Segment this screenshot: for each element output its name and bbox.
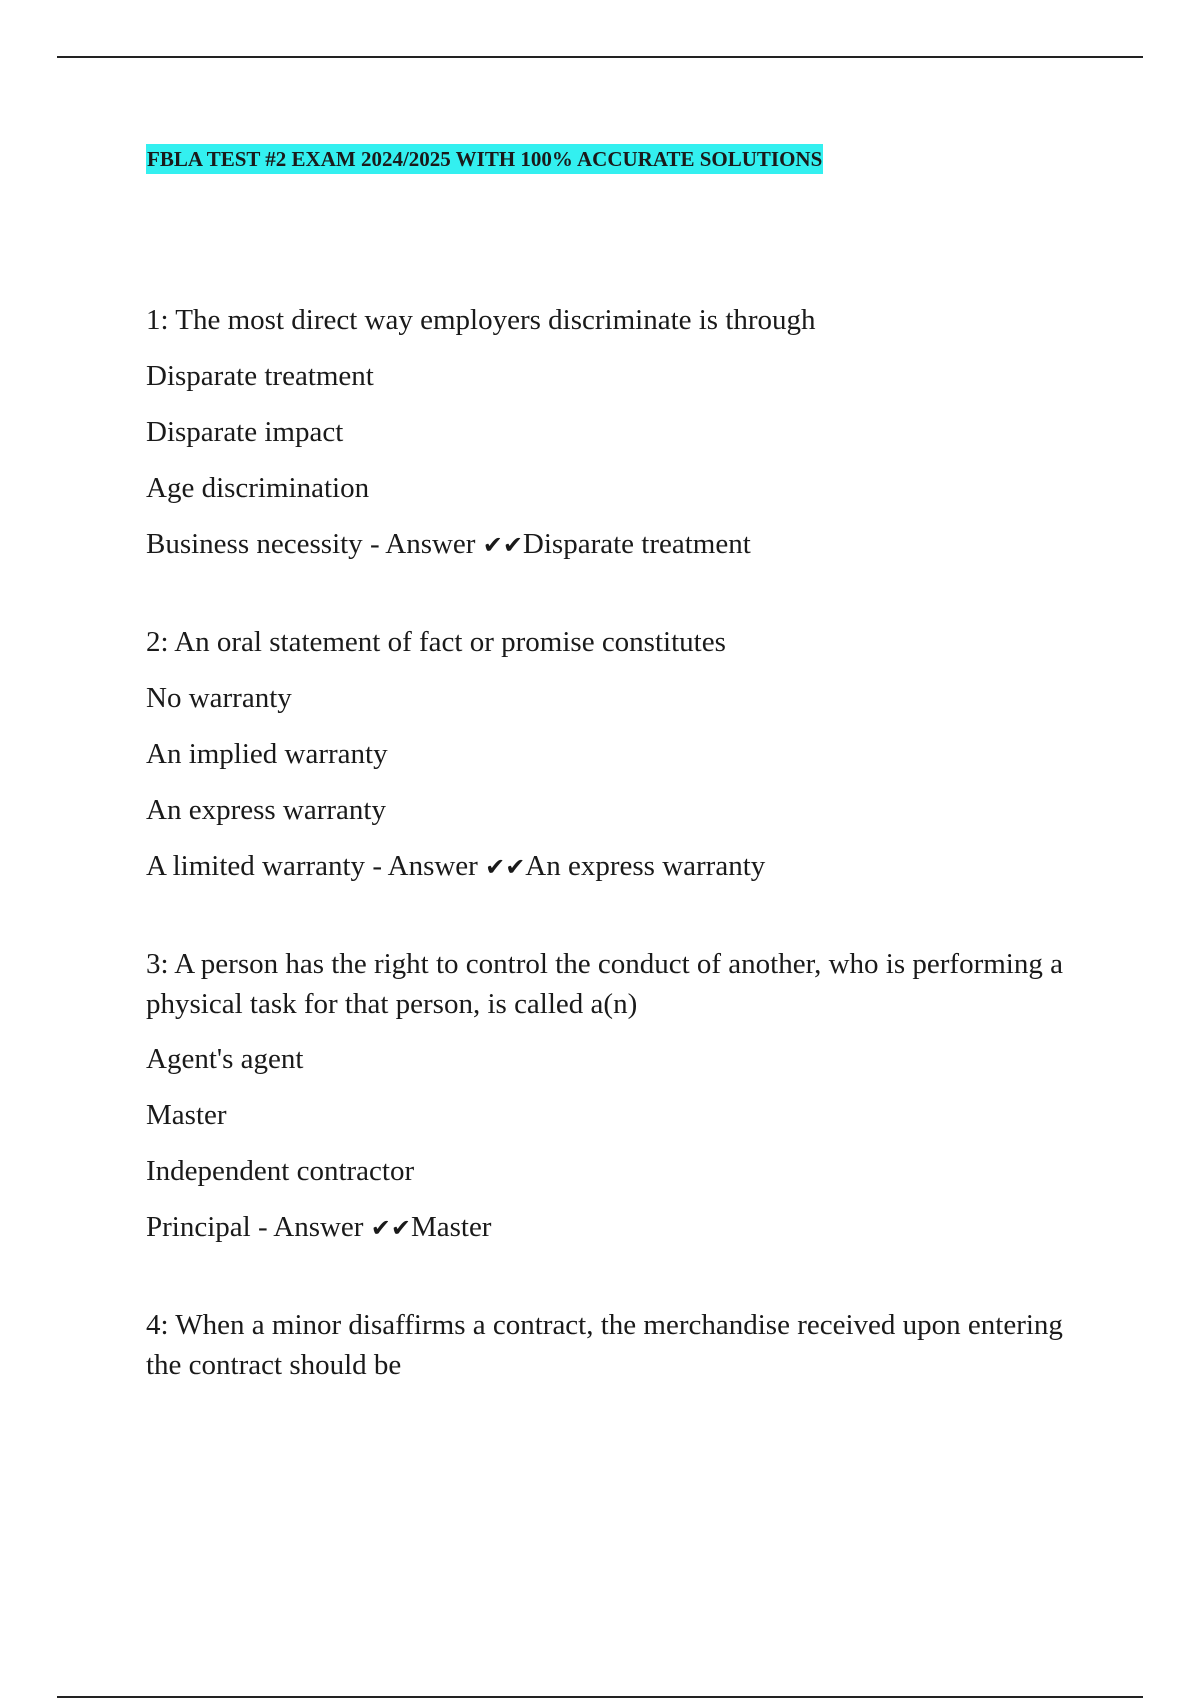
answer-option: An implied warranty bbox=[146, 738, 388, 770]
answer-line bbox=[146, 846, 1086, 888]
bottom-rule bbox=[57, 1696, 1143, 1698]
double-check-icon: ✔✔ bbox=[370, 1214, 411, 1242]
answer-option: No warranty bbox=[146, 682, 292, 714]
top-rule bbox=[57, 56, 1143, 58]
double-check-icon: ✔✔ bbox=[485, 853, 526, 881]
double-check-icon: ✔✔ bbox=[482, 531, 523, 559]
answer-line bbox=[146, 524, 1086, 566]
question-4 bbox=[146, 1305, 1086, 1385]
answer-line bbox=[146, 1207, 1086, 1249]
answer-option: Business necessity bbox=[146, 528, 363, 560]
correct-answer: An express warranty bbox=[525, 850, 766, 882]
correct-answer: Disparate treatment bbox=[522, 528, 751, 560]
question-prompt: 1: The most direct way employers discriminate is through bbox=[146, 304, 816, 336]
answer-option: Disparate treatment bbox=[146, 360, 374, 392]
answer-option: An express warranty bbox=[146, 794, 386, 826]
question-prompt: 4: When a minor disaffirms a contract, the merchandise received upon entering the contract should be bbox=[146, 1309, 1063, 1381]
answer-option: Principal bbox=[146, 1211, 251, 1243]
question-2 bbox=[146, 622, 1086, 888]
answer-option: Age discrimination bbox=[146, 472, 370, 504]
question-prompt: 2: An oral statement of fact or promise constitutes bbox=[146, 626, 726, 658]
question-prompt: 3: A person has the right to control the conduct of another, who is performing a physical task for that person, is called a(n) bbox=[146, 948, 1063, 1020]
answer-option: Independent contractor bbox=[146, 1155, 415, 1187]
answer-label: - Answer bbox=[362, 528, 483, 560]
correct-answer: Master bbox=[410, 1211, 492, 1243]
answer-option: Agent's agent bbox=[146, 1043, 304, 1075]
answer-option: A limited warranty bbox=[146, 850, 366, 882]
answer-option: Master bbox=[146, 1099, 227, 1131]
answer-label: - Answer bbox=[365, 850, 486, 882]
question-list bbox=[146, 300, 1086, 1441]
document-title: FBLA TEST #2 EXAM 2024/2025 WITH 100% ACCURATE SOLUTIONS bbox=[146, 144, 823, 174]
answer-option: Disparate impact bbox=[146, 416, 344, 448]
question-3 bbox=[146, 944, 1086, 1249]
title-block bbox=[146, 144, 823, 174]
answer-label: - Answer bbox=[250, 1211, 371, 1243]
question-1 bbox=[146, 300, 1086, 566]
